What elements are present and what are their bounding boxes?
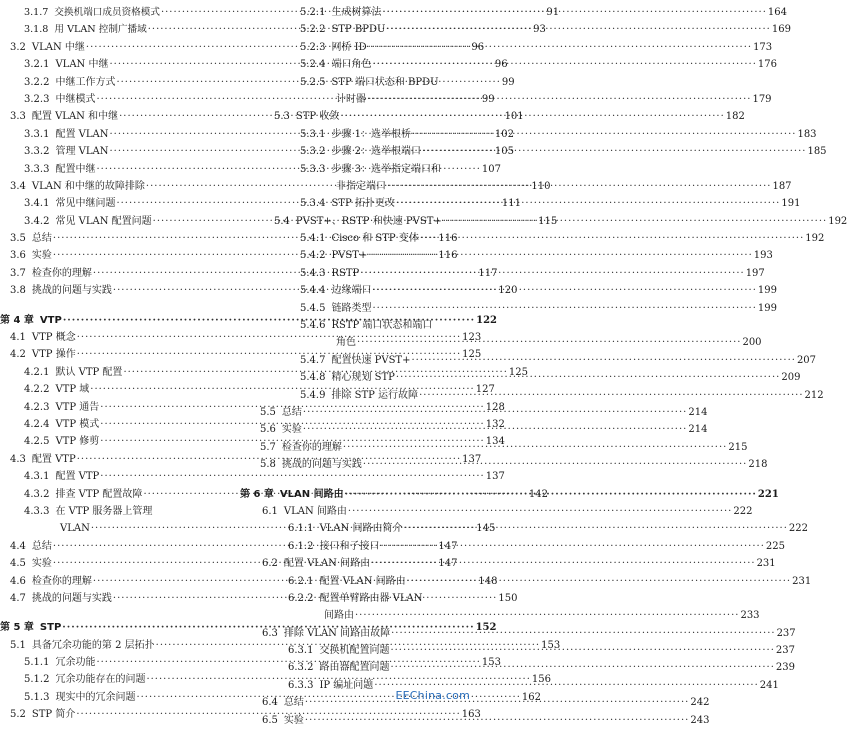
toc-entry-number: 5.4.7	[300, 354, 326, 366]
toc-entry-title: 链路类型	[331, 302, 372, 314]
toc-leader-dots	[372, 300, 756, 317]
toc-entry-number: 6.3.2	[288, 662, 314, 674]
toc-entry-number: 6.4	[262, 697, 278, 709]
toc-entry-title: 间路由	[324, 610, 354, 622]
toc-entry-number: 5.4.9	[300, 389, 326, 401]
toc-entry-page: 169	[771, 24, 791, 36]
toc-entry-page: 137	[485, 471, 505, 483]
toc-entry	[240, 74, 474, 91]
toc-entry-page: 237	[776, 627, 796, 639]
toc-entry-number: 4.2.3	[24, 401, 50, 413]
toc-entry-title: 步骤 1：选举根桥	[331, 128, 411, 140]
toc-entry-title: 常见 VLAN 配置问题	[55, 215, 152, 227]
toc-entry-title: VLAN 间路由简介	[319, 523, 403, 535]
toc-entry	[240, 555, 776, 572]
toc-entry-page: 163	[461, 709, 481, 721]
toc-entry-title: STP 简介	[31, 709, 76, 721]
toc-entry-number: 3.2.1	[24, 59, 50, 71]
toc-entry-title: 步骤 3：选举指定端口和	[331, 163, 441, 175]
toc-entry	[240, 300, 777, 317]
toc-entry-number: 4.2.1	[24, 366, 50, 378]
toc-entry	[240, 317, 474, 334]
toc-entry-number: 5.3.4	[300, 198, 326, 210]
toc-leader-dots	[407, 573, 791, 590]
toc-entry-page: 99	[481, 93, 495, 105]
toc-entry-page: 192	[805, 233, 825, 245]
toc-entry-title: 中继工作方式	[55, 76, 116, 88]
toc-entry-title: VLAN 和中继的故障排除	[31, 180, 145, 192]
toc-entry-number: 5.8	[260, 459, 276, 471]
toc-leader-dots	[387, 178, 771, 195]
toc-entry-page: 191	[781, 198, 801, 210]
toc-leader-dots	[303, 421, 687, 438]
toc-entry-title: 现实中的冗余问题	[55, 691, 136, 703]
toc-entry-number: 4.2.5	[24, 436, 50, 448]
toc-entry-page: 164	[767, 7, 787, 18]
toc-entry-title: 具备冗余功能的第 2 层拓扑	[31, 639, 155, 651]
toc-entry-number: 6.1.1	[288, 523, 314, 535]
toc-entry-page: 105	[494, 146, 515, 158]
toc-entry-number: 6.1	[262, 505, 278, 517]
toc-entry-number: 3.8	[10, 285, 26, 297]
toc-entry-page: 187	[772, 180, 792, 192]
toc-entry-title: 配置 VLAN 和中继	[31, 111, 119, 123]
toc-entry-number: 3.1.8	[24, 24, 49, 36]
toc-entry-page: 102	[494, 128, 515, 140]
toc-entry	[240, 538, 785, 555]
toc-entry-number: 3.6	[10, 250, 26, 262]
toc-entry-title: 配置单臂路由器 VLAN	[319, 592, 423, 604]
toc-entry-title: 中继模式	[55, 93, 96, 105]
toc-entry-page: 231	[792, 575, 812, 587]
toc-entry-number: 4.3.3	[24, 505, 50, 517]
toc-leader-dots	[420, 230, 804, 247]
toc-leader-dots	[390, 659, 774, 676]
toc-entry-title: 配置 VLAN 间路由	[283, 558, 371, 570]
toc-entry-number: 4.3.2	[24, 488, 50, 500]
toc-entry-title: 配置 VTP	[55, 471, 100, 483]
toc-entry-page: 179	[752, 93, 772, 105]
toc-entry-number: 6.3	[262, 627, 278, 639]
toc-entry-title: 排查 VTP 配置故障	[55, 488, 143, 500]
toc-entry-page: 110	[531, 180, 551, 192]
toc-entry-title: VTP 概念	[31, 332, 76, 344]
toc-entry-page: 147	[438, 558, 458, 570]
toc-leader-dots	[371, 555, 755, 572]
toc-entry-number: 4.1	[10, 332, 26, 344]
toc-entry-title: VLAN 间路由	[279, 488, 344, 500]
toc-entry-title: STP 收敛	[295, 111, 340, 123]
toc-entry-page: 199	[757, 285, 777, 297]
toc-entry-number: 6.5	[262, 714, 278, 726]
toc-entry-number: 3.7	[10, 267, 26, 279]
toc-entry-page: 185	[807, 146, 827, 158]
toc-entry-number: 3.2.2	[24, 76, 50, 88]
toc-entry-title: 挑战的问题与实践	[31, 592, 112, 604]
toc-entry-title: 配置 VLAN	[55, 128, 109, 140]
toc-leader-dots	[403, 520, 787, 537]
toc-entry	[240, 503, 753, 520]
toc-entry-number: 5.2.3	[300, 41, 326, 53]
toc-entry-title: 管理 VLAN	[55, 146, 109, 158]
toc-entry-number: 4.5	[10, 558, 26, 570]
toc-entry-title: 配置中继	[55, 163, 96, 175]
toc-leader-dots	[391, 625, 775, 642]
toc-entry-page: 145	[476, 523, 496, 535]
toc-entry-title: 冗余功能存在的问题	[55, 674, 146, 686]
toc-entry-page: 99	[501, 76, 515, 88]
toc-entry-title: STP	[39, 622, 62, 634]
toc-entry-page: 134	[485, 436, 505, 448]
toc-entry-title: 在 VTP 服务器上管理	[55, 505, 153, 517]
toc-entry-number: 4.4	[10, 540, 26, 552]
toc-entry-title: 配置 VLAN 间路由	[319, 575, 406, 587]
toc-entry-page: 176	[757, 59, 777, 71]
toc-entry-number: 4.3	[10, 453, 26, 465]
toc-entry-title: 配置 VTP	[31, 453, 76, 465]
toc-entry-number: 5.1.1	[24, 657, 50, 669]
toc-entry-title: Cisco 和 STP 变体	[331, 233, 419, 245]
toc-entry-title: 排除 VLAN 间路由故障	[283, 627, 391, 639]
toc-entry-page: 237	[775, 645, 795, 657]
toc-entry-page: 148	[478, 575, 498, 587]
toc-entry-title: 总结	[31, 233, 52, 245]
toc-entry-number: 5.1.2	[24, 674, 50, 686]
toc-leader-dots	[303, 404, 687, 421]
toc-entry-page: 222	[788, 523, 809, 535]
toc-entry-title: 端口角色	[331, 59, 372, 71]
toc-leader-dots	[443, 213, 827, 230]
toc-entry-page: 197	[745, 267, 765, 279]
toc-entry-number: 5.4.2	[300, 250, 326, 262]
toc-entry-title: 交换机端口成员资格模式	[54, 7, 160, 18]
toc-entry-title: STP BPDU	[331, 24, 386, 36]
toc-entry-title: 总结	[31, 540, 52, 552]
toc-entry-page: 150	[498, 592, 518, 604]
toc-entry-number: 3.3.2	[24, 146, 50, 158]
toc-entry-title: VTP 模式	[55, 418, 100, 430]
toc-entry-title: 挑战的问题与实践	[31, 285, 112, 297]
toc-entry-page: 231	[756, 558, 776, 570]
toc-entry-title: 实验	[281, 424, 302, 436]
toc-entry-number: 3.2	[10, 41, 26, 53]
toc-entry-page: 215	[728, 441, 748, 453]
toc-entry-number: 3.3	[10, 111, 26, 123]
toc-entry-number: 5.4.6	[300, 320, 326, 332]
toc-entry-number: 6.2	[262, 558, 278, 570]
toc-entry	[240, 607, 760, 624]
toc-entry-number: 5.4.5	[300, 302, 326, 314]
toc-entry-page: 241	[759, 679, 779, 691]
toc-entry-number: 4.2.4	[24, 418, 50, 430]
toc-entry-page: 239	[775, 662, 795, 674]
toc-entry-page: 242	[690, 697, 710, 709]
toc-entry-page: 153	[541, 639, 561, 651]
toc-entry-number: 5.2.5	[300, 76, 326, 88]
toc-entry-number: 5.2.2	[300, 24, 326, 36]
toc-entry-page: 192	[828, 215, 848, 227]
toc-entry-title: VLAN 中继	[31, 41, 85, 53]
toc-entry-number: 5.6	[260, 424, 276, 436]
toc-entry-page: 214	[688, 406, 708, 418]
toc-leader-dots	[340, 108, 724, 125]
toc-entry-page: 115	[538, 215, 558, 227]
toc-entry-title: 检查你的理解	[31, 267, 92, 279]
watermark-text: EEChina.com	[395, 689, 470, 702]
toc-entry-page: 153	[481, 657, 501, 669]
toc-leader-dots	[372, 282, 756, 299]
toc-entry-number: 6.3.1	[288, 645, 314, 657]
toc-entry-title: 默认 VTP 配置	[55, 366, 123, 378]
toc-entry-title: 排除 STP 运行故障	[331, 389, 419, 401]
toc-entry-number: 5.1.3	[24, 691, 50, 703]
toc-entry-page: 182	[725, 111, 745, 123]
toc-entry-number: 第 4 章	[0, 314, 34, 326]
toc-leader-dots	[355, 607, 739, 624]
toc-leader-dots	[363, 456, 747, 473]
toc-leader-dots	[368, 39, 752, 56]
toc-entry-number: 6.1.2	[288, 540, 314, 552]
toc-entry-title: 检查你的理解	[31, 575, 92, 587]
toc-entry-number: 3.3.3	[24, 163, 50, 175]
toc-entry-number: 5.4.8	[300, 372, 326, 384]
toc-entry	[0, 468, 505, 485]
toc-entry-title: PVST+、RSTP 和快速 PVST+	[295, 215, 442, 227]
toc-entry-number: 5.3.2	[300, 146, 326, 158]
toc-entry-page: 200	[742, 337, 762, 349]
toc-entry-title: 用 VLAN 控制广播域	[54, 24, 147, 36]
toc-leader-dots	[419, 387, 803, 404]
toc-entry-number: 3.2.3	[24, 93, 50, 105]
toc-entry-title: 非指定端口	[336, 180, 386, 192]
toc-entry-page: 233	[740, 610, 760, 622]
toc-entry-number: 6.2.2	[288, 592, 314, 604]
toc-entry-title: VTP 域	[55, 384, 90, 396]
toc-entry-number: 5.4.3	[300, 267, 326, 279]
toc-entry	[0, 503, 232, 520]
toc-leader-dots	[368, 247, 752, 264]
toc-entry-title: 计时器	[336, 93, 366, 105]
toc-entry-number: 5.7	[260, 441, 276, 453]
toc-entry	[240, 334, 762, 351]
toc-entry-number: 6.2.1	[288, 575, 314, 587]
toc-entry-title: 边缘端口	[331, 285, 372, 297]
toc-entry-page: 222	[733, 505, 753, 517]
toc-entry-page: 214	[688, 424, 708, 436]
toc-entry-title: 接口和子接口	[319, 540, 380, 552]
toc-entry-number: 5.3.3	[300, 163, 326, 175]
toc-entry-title: 实验	[31, 250, 52, 262]
toc-leader-dots	[396, 369, 780, 386]
toc-entry-page: 142	[528, 488, 548, 500]
toc-entry-page: 91	[546, 7, 560, 18]
toc-entry-title: 网桥 ID	[331, 41, 367, 53]
toc-leader-dots	[360, 265, 744, 282]
toc-entry-title: VTP	[39, 314, 62, 326]
toc-leader-dots	[367, 91, 751, 108]
toc-entry-page: 123	[462, 332, 482, 344]
toc-entry-page: 120	[498, 285, 518, 297]
toc-entry-page: 96	[471, 41, 485, 53]
toc-entry-number: 6.3.3	[288, 679, 314, 691]
toc-entry-title: 步骤 2：选举根端口	[331, 146, 421, 158]
toc-entry	[240, 161, 474, 178]
toc-entry-title: VTP 操作	[31, 349, 76, 361]
toc-entry-title: 路由器配置问题	[319, 662, 390, 674]
toc-entry-title: VLAN 中继	[55, 59, 109, 71]
toc-entry-number: 5.3.1	[300, 128, 326, 140]
toc-leader-dots	[411, 352, 795, 369]
toc-entry-number: 3.5	[10, 233, 26, 245]
toc-entry-number: 第 5 章	[0, 622, 34, 634]
toc-entry-page: 96	[494, 59, 508, 71]
toc-entry-page: 173	[753, 41, 773, 53]
toc-entry-number: 5.2	[10, 709, 26, 721]
toc-entry-number: 5.1	[10, 639, 26, 651]
toc-entry-number: 3.3.1	[24, 128, 50, 140]
toc-entry-number: 5.4	[274, 215, 290, 227]
toc-entry-title: 生成树算法	[331, 7, 382, 18]
toc-leader-dots	[305, 712, 689, 729]
toc-leader-dots	[396, 195, 780, 212]
toc-entry-title: 冗余功能	[55, 657, 96, 669]
toc-entry-page: 218	[748, 459, 768, 471]
toc-leader-dots	[386, 21, 770, 38]
toc-leader-dots	[357, 334, 741, 351]
toc-entry-title: RSTP 端口状态和端口	[331, 320, 433, 332]
toc-leader-dots	[372, 56, 756, 73]
toc-entry-page: 183	[797, 128, 817, 140]
toc-entry-page: 107	[481, 163, 501, 175]
toc-entry-number: 4.2	[10, 349, 26, 361]
toc-entry-number: 5.4.4	[300, 285, 326, 297]
toc-entry-title: VTP 通告	[55, 401, 100, 413]
toc-entry-page: 116	[438, 250, 458, 262]
toc-entry-number: 3.4.1	[24, 198, 50, 210]
toc-entry-title: 角色	[336, 337, 356, 349]
toc-entry-title: 总结	[283, 697, 304, 709]
toc-entry-page: 199	[757, 302, 777, 314]
toc-entry	[240, 247, 773, 264]
toc-leader-dots	[348, 503, 732, 520]
toc-entry-page: 116	[438, 233, 458, 245]
toc-entry-page: 111	[501, 198, 521, 210]
toc-entry-page: 127	[475, 384, 495, 396]
toc-entry-title: 实验	[31, 558, 52, 570]
toc-entry-title: VTP 修剪	[55, 436, 100, 448]
toc-entry-page: 243	[690, 714, 710, 726]
toc-leader-dots	[382, 4, 766, 21]
toc-entry-title: STP 拓扑更改	[331, 198, 395, 210]
toc-entry-title: 精心规划 STP	[331, 372, 395, 384]
toc-entry-page: 162	[521, 691, 541, 703]
toc-entry-page: 128	[485, 401, 505, 413]
toc-leader-dots	[345, 486, 757, 503]
toc-entry-title: 检查你的理解	[281, 441, 342, 453]
toc-entry	[240, 230, 825, 247]
toc-entry-title: PVST+	[331, 250, 368, 262]
toc-entry-title: 交换机配置问题	[319, 645, 390, 657]
toc-entry-page: 225	[765, 540, 785, 552]
toc-leader-dots	[380, 538, 764, 555]
toc-entry-page: 101	[504, 111, 524, 123]
toc-entry-title: 配置快速 PVST+	[331, 354, 411, 366]
toc-entry-number: 3.4.2	[24, 215, 50, 227]
toc-entry-page: 193	[753, 250, 773, 262]
toc-entry-number: 3.1.7	[24, 7, 49, 18]
toc-entry-title: VLAN	[60, 523, 90, 535]
toc-entry-page: 207	[796, 354, 817, 366]
toc-entry-number: 第 6 章	[240, 488, 274, 500]
toc-entry-page: 147	[438, 540, 458, 552]
toc-leader-dots	[422, 143, 806, 160]
toc-entry-number: 5.4.1	[300, 233, 326, 245]
toc-entry-page: 132	[485, 418, 505, 430]
toc-entry-title: 常见中继问题	[55, 198, 116, 210]
toc-entry-number: 4.2.2	[24, 384, 50, 396]
toc-entry-page: 125	[462, 349, 482, 361]
toc-entry-number: 4.3.1	[24, 471, 50, 483]
toc-entry-title: RSTP	[331, 267, 360, 279]
toc-entry-number: 5.5	[260, 406, 276, 418]
toc-entry-page: 209	[781, 372, 801, 384]
toc-leader-dots	[343, 439, 727, 456]
toc-entry-page: 221	[757, 488, 779, 500]
toc-entry-number: 4.6	[10, 575, 26, 587]
toc-entry	[240, 590, 474, 607]
toc-leader-dots	[412, 126, 796, 143]
toc-entry-number: 5.2.1	[300, 7, 326, 18]
toc-entry-page: 125	[508, 366, 528, 378]
toc-entry-page: 93	[533, 24, 546, 36]
toc-leader-dots	[390, 642, 774, 659]
toc-entry-page: 137	[462, 453, 482, 465]
toc-entry-page: 156	[531, 674, 551, 686]
toc-entry-page: 122	[476, 314, 497, 326]
toc-entry-title: STP 端口状态和 BPDU	[331, 76, 439, 88]
toc-entry-number: 5.3	[274, 111, 290, 123]
toc-entry-page: 152	[475, 622, 497, 634]
toc-entry-number: 4.7	[10, 592, 26, 604]
toc-entry-title: 实验	[283, 714, 304, 726]
toc-entry-title: IP 编址问题	[319, 679, 374, 691]
toc-entry-number: 3.4	[10, 180, 26, 192]
toc-entry-page: 117	[478, 267, 498, 279]
toc-entry-number: 5.2.4	[300, 59, 326, 71]
toc-entry-title: VLAN 间路由	[283, 505, 347, 517]
toc-leader-dots	[305, 694, 689, 711]
toc-entry-title: 总结	[281, 406, 302, 418]
toc-entry-page: 212	[804, 389, 824, 401]
toc-entry-title: 挑战的问题与实践	[281, 459, 362, 471]
